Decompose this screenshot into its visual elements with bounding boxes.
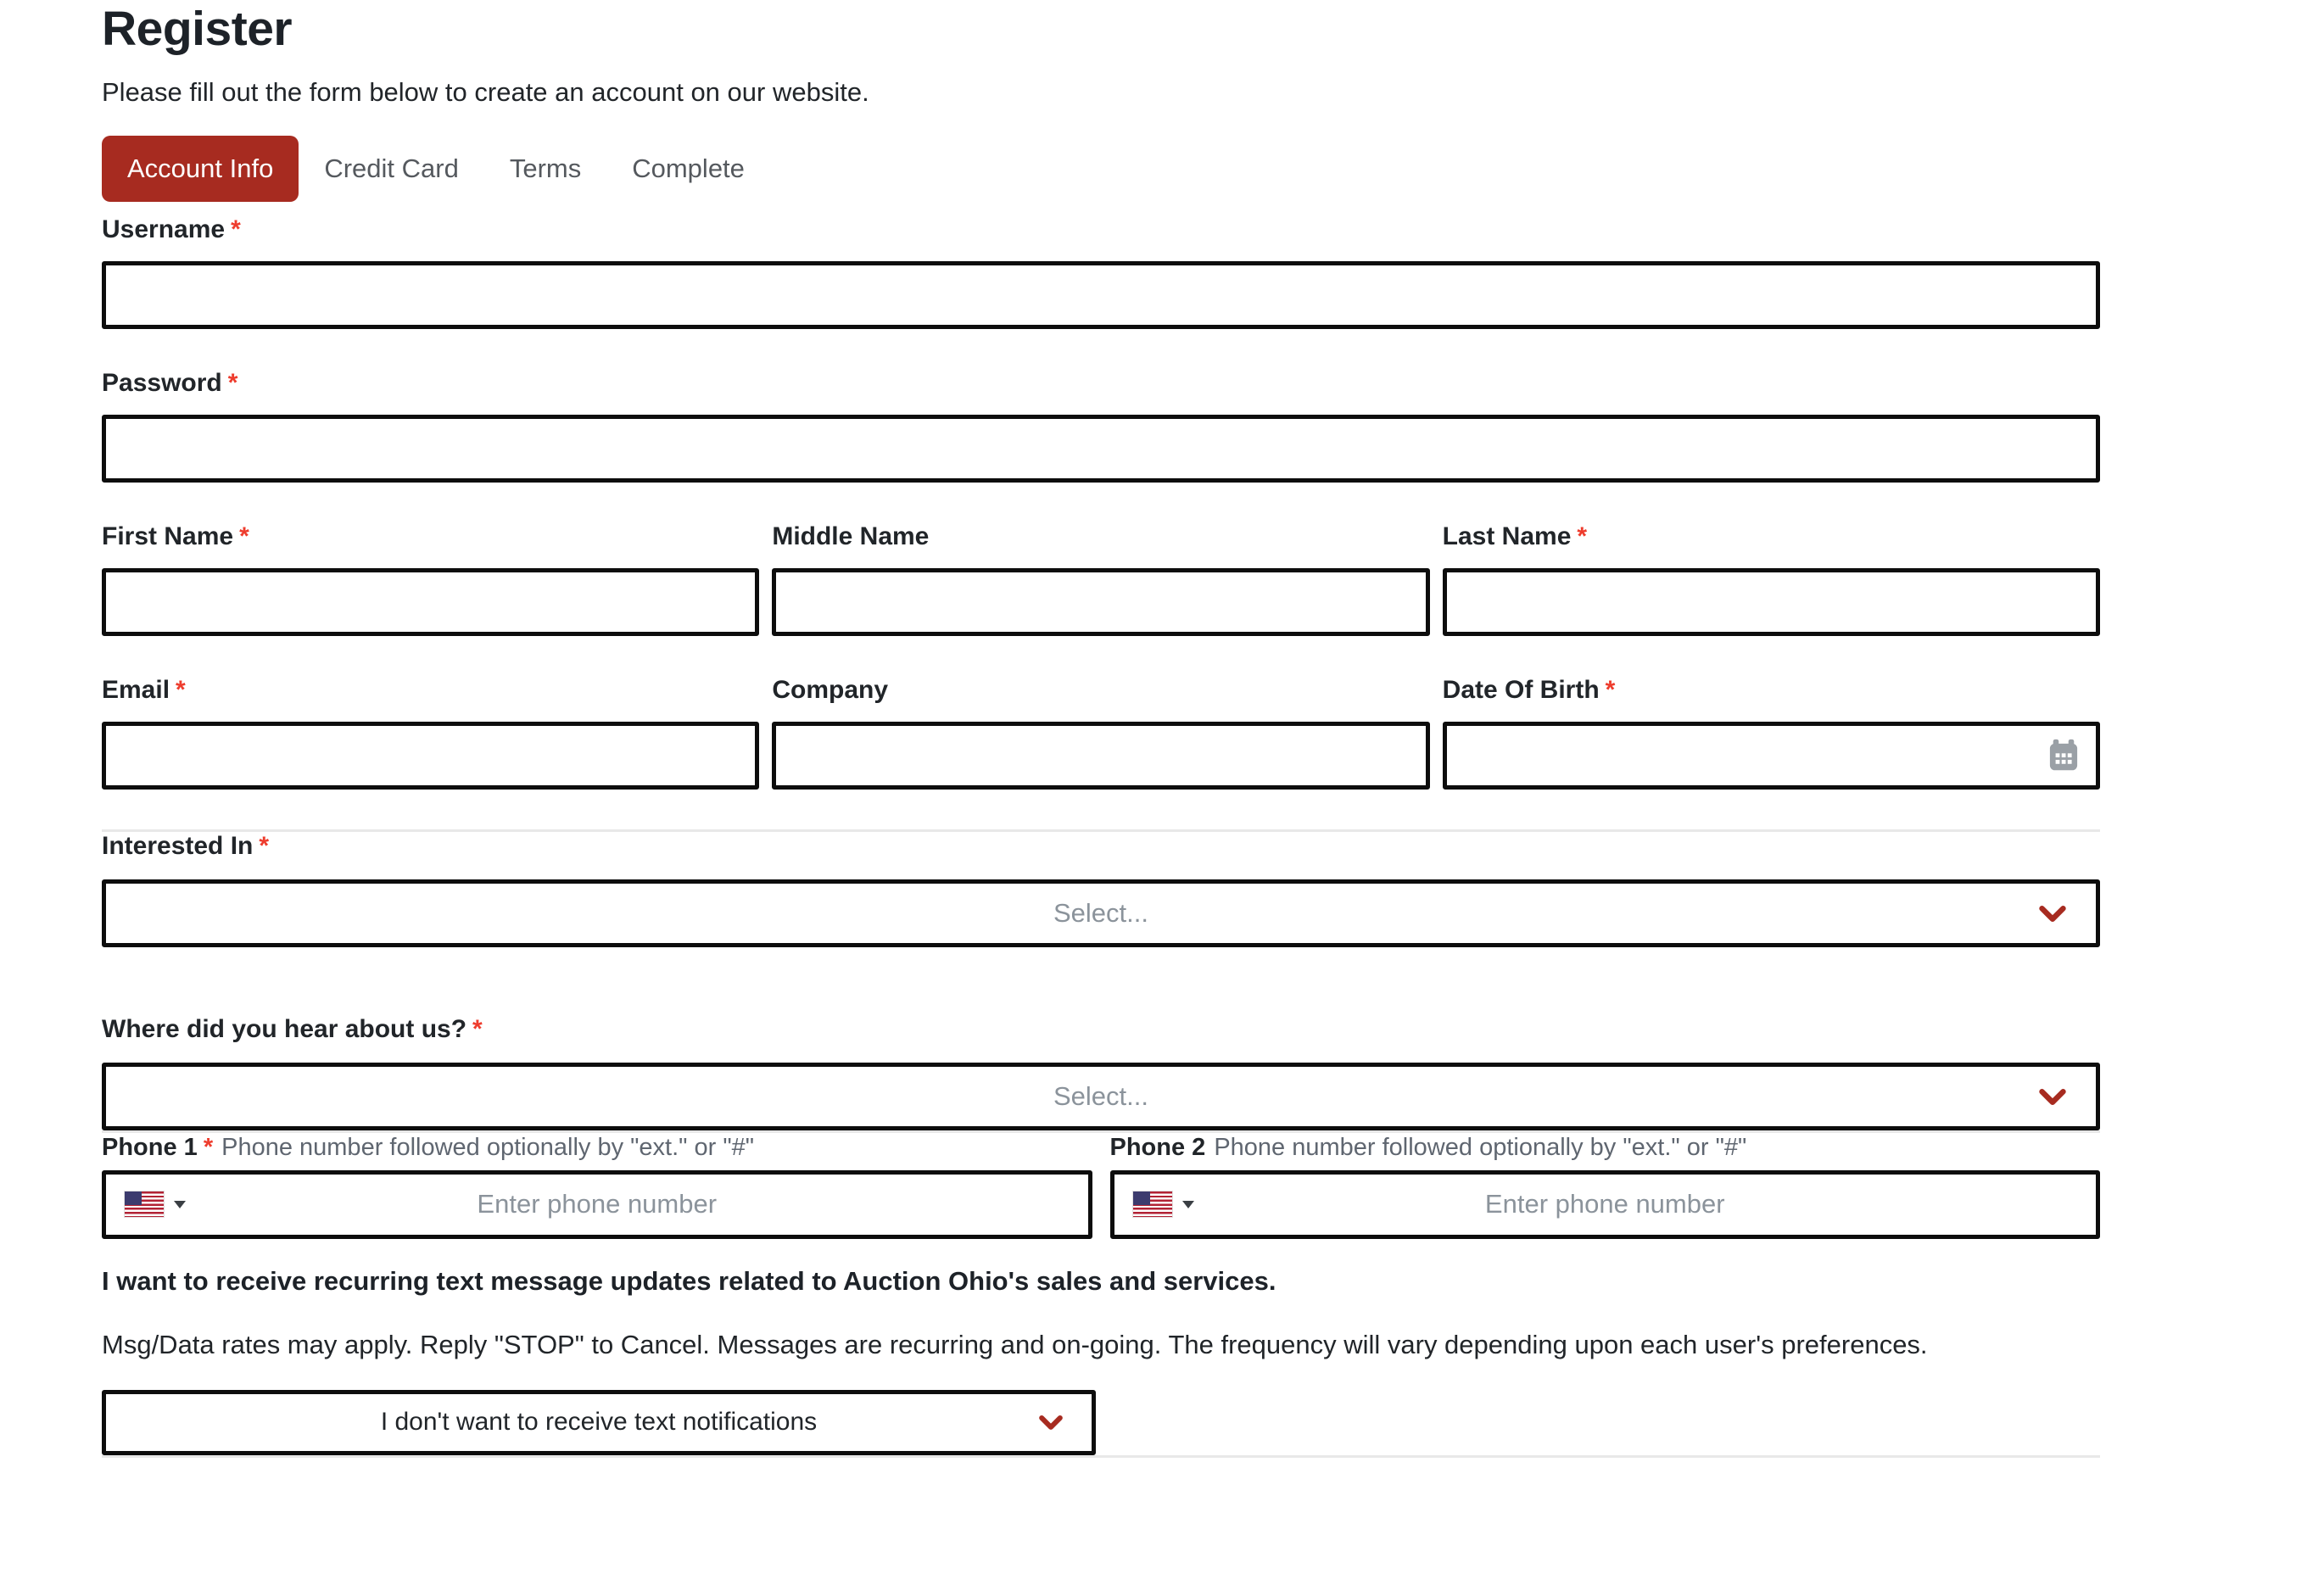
sms-consent-statement: I want to receive recurring text message updates related to Auction Ohio's sales and services.: [102, 1265, 1276, 1296]
page-title: Register: [102, 2, 293, 56]
chevron-down-icon: [2033, 1077, 2072, 1116]
phone2-input[interactable]: [1114, 1175, 2097, 1235]
required-asterisk: *: [176, 675, 186, 704]
required-asterisk: *: [231, 215, 241, 243]
phone1-field: [102, 1170, 1092, 1239]
tab-account-info[interactable]: Account Info: [102, 136, 299, 202]
username-label: Username *: [102, 215, 241, 243]
sms-preference-value: I don't want to receive text notifications: [380, 1408, 818, 1437]
interested-in-label: Interested In *: [102, 831, 270, 860]
section-divider: [102, 1455, 2100, 1458]
date-of-birth-input[interactable]: [1443, 722, 2100, 790]
date-of-birth-field-group: [1443, 676, 2100, 790]
password-label: Password *: [102, 368, 238, 397]
tab-complete[interactable]: Complete: [632, 153, 745, 183]
phone-fields-row: [102, 1133, 2100, 1239]
tab-terms[interactable]: Terms: [509, 153, 582, 183]
company-field-group: [772, 676, 1429, 790]
flag-dropdown-arrow-icon: [1182, 1201, 1194, 1208]
sms-consent-detail: Msg/Data rates may apply. Reply "STOP" to Cancel. Messages are recurring and on-going. The frequency will vary depending upon each user's preferences.: [102, 1329, 1928, 1359]
required-asterisk: *: [239, 522, 249, 550]
chevron-down-icon: [2033, 894, 2072, 933]
tab-credit-card[interactable]: Credit Card: [324, 153, 459, 183]
register-page: [102, 0, 2100, 1458]
middle-name-field-group: [772, 522, 1429, 636]
email-field-group: [102, 676, 759, 790]
company-label: Company: [772, 675, 889, 704]
interested-in-field-group: [102, 832, 2100, 947]
phone1-field-group: [102, 1133, 1092, 1239]
name-fields-row: [102, 522, 2100, 636]
hear-about-field-group: [102, 1015, 2100, 1130]
required-asterisk: *: [259, 831, 270, 860]
required-asterisk: *: [227, 368, 238, 397]
username-input[interactable]: [102, 261, 2100, 329]
required-asterisk: *: [472, 1014, 483, 1043]
email-label: Email *: [102, 675, 186, 704]
last-name-field-group: [1443, 522, 2100, 636]
date-of-birth-label: Date Of Birth *: [1442, 675, 1616, 704]
calendar-icon[interactable]: [2044, 736, 2083, 775]
us-flag-icon: [125, 1191, 164, 1217]
hear-about-label: Where did you hear about us? *: [102, 1014, 483, 1043]
middle-name-input[interactable]: [772, 568, 1429, 636]
username-field-group: [102, 215, 2100, 329]
email-input[interactable]: [102, 722, 759, 790]
company-input[interactable]: [772, 722, 1429, 790]
account-info-form: [102, 215, 2100, 1458]
contact-fields-row: [102, 676, 2100, 790]
first-name-input[interactable]: [102, 568, 759, 636]
page-subtitle: Please fill out the form below to create an account on our website.: [102, 76, 869, 107]
middle-name-label: Middle Name: [772, 522, 930, 550]
select-placeholder: Select...: [1053, 1080, 1148, 1111]
required-asterisk: *: [1577, 522, 1588, 550]
first-name-label: First Name *: [102, 522, 249, 550]
chevron-down-icon: [1034, 1405, 1068, 1439]
phone1-label: Phone 1 * Phone number followed optionally by "ext." or "#": [102, 1133, 755, 1161]
tab-bar: [102, 136, 2100, 202]
sms-preference-select[interactable]: [102, 1390, 1096, 1455]
phone2-helper-text: Phone number followed optionally by "ext." or "#": [1214, 1133, 1747, 1161]
password-input[interactable]: [102, 415, 2100, 483]
interested-in-select[interactable]: [102, 879, 2100, 947]
last-name-input[interactable]: [1443, 568, 2100, 636]
us-flag-icon: [1133, 1191, 1172, 1217]
hear-about-select[interactable]: [102, 1063, 2100, 1130]
phone2-label: Phone 2 Phone number followed optionally by "ext." or "#": [1109, 1133, 1747, 1161]
flag-dropdown-arrow-icon: [174, 1201, 186, 1208]
phone2-country-selector[interactable]: [1133, 1191, 1194, 1217]
phone2-field: [1110, 1170, 2101, 1239]
last-name-label: Last Name *: [1442, 522, 1588, 550]
phone1-input[interactable]: [106, 1175, 1088, 1235]
first-name-field-group: [102, 522, 759, 636]
required-asterisk: *: [203, 1133, 214, 1161]
select-placeholder: Select...: [1053, 897, 1148, 928]
phone1-helper-text: Phone number followed optionally by "ext." or "#": [221, 1133, 755, 1161]
required-asterisk: *: [1605, 675, 1616, 704]
phone1-country-selector[interactable]: [125, 1191, 186, 1217]
phone2-field-group: [1110, 1133, 2101, 1239]
password-field-group: [102, 369, 2100, 483]
